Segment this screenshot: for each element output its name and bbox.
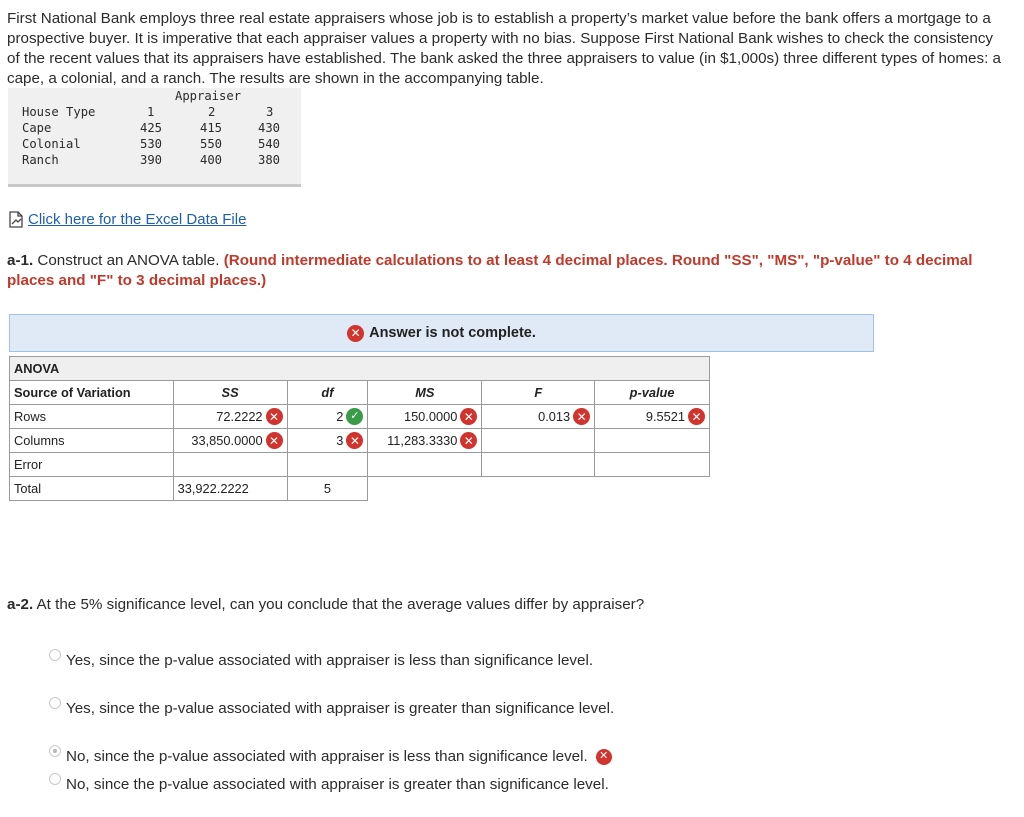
x-circle-icon: ✕ xyxy=(347,325,364,342)
p-error-input[interactable] xyxy=(595,453,710,477)
table-row xyxy=(10,405,710,429)
option-yes-less[interactable] xyxy=(49,652,593,669)
ss-rows-input[interactable] xyxy=(173,405,287,429)
x-circle-icon: ✕ xyxy=(573,408,590,425)
row-value: 415 xyxy=(200,121,223,135)
option-text: Yes, since the p-value associated with appraiser is less than significance level. xyxy=(66,652,594,669)
source-columns: Columns xyxy=(10,429,174,453)
ms-rows-value: 150.0000 xyxy=(403,409,458,424)
col-header-3: 3 xyxy=(266,105,274,119)
row-label: Ranch xyxy=(22,153,59,167)
table-row xyxy=(10,429,710,453)
x-circle-icon: ✕ xyxy=(688,408,705,425)
x-circle-icon: ✕ xyxy=(266,432,283,449)
appraiser-group-header: Appraiser xyxy=(175,89,242,103)
p-rows-value: 9.5521 xyxy=(645,409,685,424)
ss-columns-value: 33,850.0000 xyxy=(191,433,263,448)
problem-intro: First National Bank employs three real estate appraisers whose job is to establish a property’s market value before the bank offers a mortgage to a prospective buyer. It is imperative that each appraiser values a property with no bias. Suppose First National Bank wishes to check the consistency of the recent values that its appraisers have established. The bank asked the three appraisers to value (in $1,000s) three different types of homes: a cape, a colonial, and a ranch. The results are shown in the accompanying table. xyxy=(7,10,1001,87)
source-rows: Rows xyxy=(10,405,174,429)
anova-caption: ANOVA xyxy=(10,357,710,381)
x-circle-icon: ✕ xyxy=(596,749,612,765)
header-df: df xyxy=(287,381,368,405)
df-total-input[interactable]: 5 xyxy=(287,477,368,501)
f-error-input[interactable] xyxy=(482,453,595,477)
answer-status-text: Answer is not complete. xyxy=(369,325,536,341)
x-circle-icon: ✕ xyxy=(346,432,363,449)
df-error-input[interactable] xyxy=(287,453,368,477)
ms-columns-input[interactable] xyxy=(368,429,482,453)
question-a1-text: Construct an ANOVA table. xyxy=(33,252,224,269)
row-value: 380 xyxy=(258,153,281,167)
f-rows-value: 0.013 xyxy=(538,409,571,424)
p-columns-input[interactable] xyxy=(595,429,710,453)
header-p-value: p-value xyxy=(595,381,710,405)
f-total-empty xyxy=(482,477,595,501)
option-text: No, since the p-value associated with appraiser is less than significance level. xyxy=(66,748,588,765)
f-columns-input[interactable] xyxy=(482,429,595,453)
ms-columns-value: 11,283.3330 xyxy=(387,433,458,448)
excel-data-file-link[interactable] xyxy=(8,211,246,228)
question-a2-text: At the 5% significance level, can you conclude that the average values differ by appraiser? xyxy=(33,596,645,613)
row-value: 390 xyxy=(140,153,163,167)
ms-error-input[interactable] xyxy=(368,453,482,477)
option-yes-greater[interactable] xyxy=(49,700,614,717)
x-circle-icon: ✕ xyxy=(460,432,477,449)
option-text: No, since the p-value associated with appraiser is greater than significance level. xyxy=(66,776,609,793)
source-total: Total xyxy=(10,477,174,501)
df-rows-input[interactable] xyxy=(287,405,368,429)
question-a2-number: a-2. xyxy=(7,596,34,613)
data-table xyxy=(8,88,301,187)
row-label: Colonial xyxy=(22,137,81,151)
option-no-less[interactable] xyxy=(49,748,612,765)
radio-button-selected[interactable] xyxy=(49,745,61,757)
rounding-instruction: (Round intermediate calculations to at least 4 decimal places. Round "SS", "MS", "p-value" to 4 decimal places and "F" to 3 decimal places.) xyxy=(7,252,973,289)
ss-total-input[interactable]: 33,922.2222 xyxy=(173,477,287,501)
p-total-empty xyxy=(595,477,710,501)
row-value: 530 xyxy=(140,137,163,151)
header-ss: SS xyxy=(173,381,287,405)
row-value: 400 xyxy=(200,153,223,167)
answer-status-banner xyxy=(9,314,874,352)
df-columns-input[interactable] xyxy=(287,429,368,453)
row-value: 430 xyxy=(258,121,281,135)
df-columns-value: 3 xyxy=(336,433,344,448)
question-a1 xyxy=(7,251,1007,291)
ss-rows-value: 72.2222 xyxy=(216,409,263,424)
ms-total-empty xyxy=(368,477,482,501)
option-text: Yes, since the p-value associated with appraiser is greater than significance level. xyxy=(66,700,615,717)
check-circle-icon: ✓ xyxy=(346,408,363,425)
radio-button[interactable] xyxy=(49,773,61,785)
source-error: Error xyxy=(10,453,174,477)
x-circle-icon: ✕ xyxy=(266,408,283,425)
col-header-1: 1 xyxy=(147,105,155,119)
x-circle-icon: ✕ xyxy=(460,408,477,425)
p-rows-input[interactable] xyxy=(595,405,710,429)
header-f: F xyxy=(482,381,595,405)
ss-columns-input[interactable] xyxy=(173,429,287,453)
house-type-header: House Type xyxy=(22,105,96,119)
question-a1-number: a-1. xyxy=(7,252,34,269)
row-label: Cape xyxy=(22,121,52,135)
excel-link-text[interactable]: Click here for the Excel Data File xyxy=(28,211,247,228)
ms-rows-input[interactable] xyxy=(368,405,482,429)
f-rows-input[interactable] xyxy=(482,405,595,429)
table-row xyxy=(10,477,710,501)
table-row xyxy=(10,453,710,477)
row-value: 540 xyxy=(258,137,281,151)
radio-button[interactable] xyxy=(49,649,61,661)
question-a2 xyxy=(7,596,644,613)
option-no-greater[interactable] xyxy=(49,776,609,793)
header-source: Source of Variation xyxy=(10,381,174,405)
row-value: 425 xyxy=(140,121,163,135)
df-rows-value: 2 xyxy=(336,409,344,424)
radio-button[interactable] xyxy=(49,697,61,709)
row-value: 550 xyxy=(200,137,223,151)
anova-table xyxy=(9,356,710,501)
header-ms: MS xyxy=(368,381,482,405)
col-header-2: 2 xyxy=(208,105,216,119)
ss-error-input[interactable] xyxy=(173,453,287,477)
excel-file-icon xyxy=(8,211,25,228)
